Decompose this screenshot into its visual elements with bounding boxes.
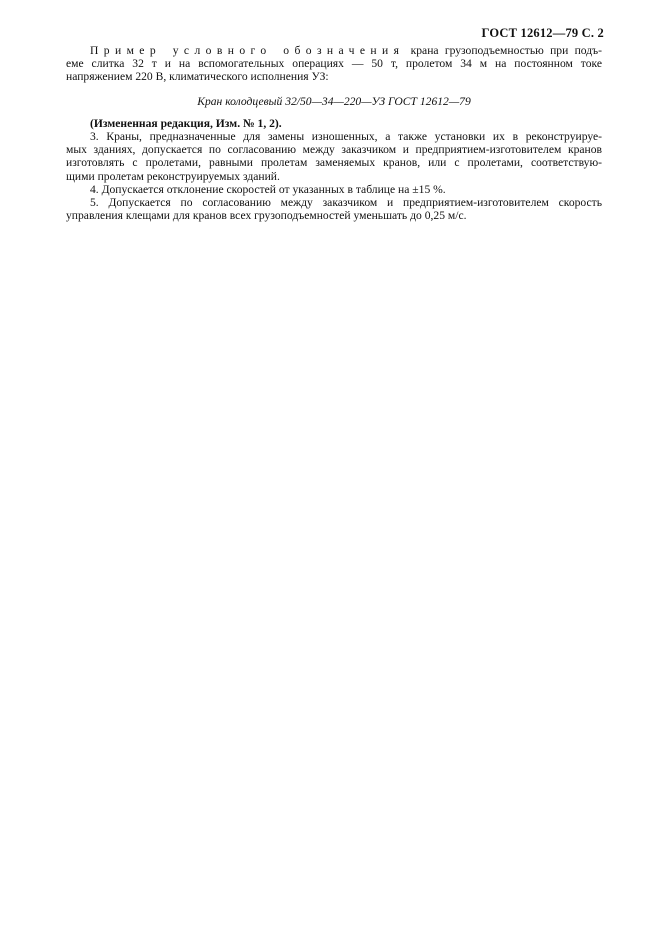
example-lead-text: Пример условного обозначения [90, 44, 405, 57]
item-3-line-4: щими пролетам реконструируемых зданий. [66, 169, 280, 183]
item-4: 4. Допускается отклонение скоростей от указанных в таблице на ±15 %. [90, 182, 446, 196]
item-5-line-1: 5. Допускается по согласованию между заказчиком и предприятием-изготовителем скорость [90, 196, 602, 210]
example-line-1-rest: крана грузоподъемностью при подъ- [410, 44, 602, 57]
paragraph-example-line-1 [66, 44, 602, 57]
item-3-line-1: 3. Краны, предназначенные для замены изношенных, а также установки их в реконструируе- [90, 130, 602, 144]
item-3-line-3: изготовлять с пролетами, равными пролетам заменяемых кранов, или с пролетами, соответствую- [66, 156, 602, 170]
item-3-line-2: мых зданиях, допускается по согласованию между заказчиком и предприятием-изготовителем кранов [66, 143, 602, 157]
item-5-line-2: управления клещами для кранов всех грузоподъемностей уменьшать до 0,25 м/с. [66, 209, 467, 223]
paragraph-example-line-3: напряжением 220 В, климатического исполнения УЗ: [66, 70, 329, 84]
document-body [66, 44, 602, 222]
revision-note: (Измененная редакция, Изм. № 1, 2). [90, 116, 282, 130]
crane-designation: Кран колодцевый 32/50—34—220—УЗ ГОСТ 12612—79 [197, 94, 471, 108]
paragraph-example-line-2: еме слитка 32 т и на вспомогательных операциях — 50 т, пролетом 34 м на постоянном токе [66, 57, 602, 71]
page-header: ГОСТ 12612—79 С. 2 [481, 26, 604, 40]
